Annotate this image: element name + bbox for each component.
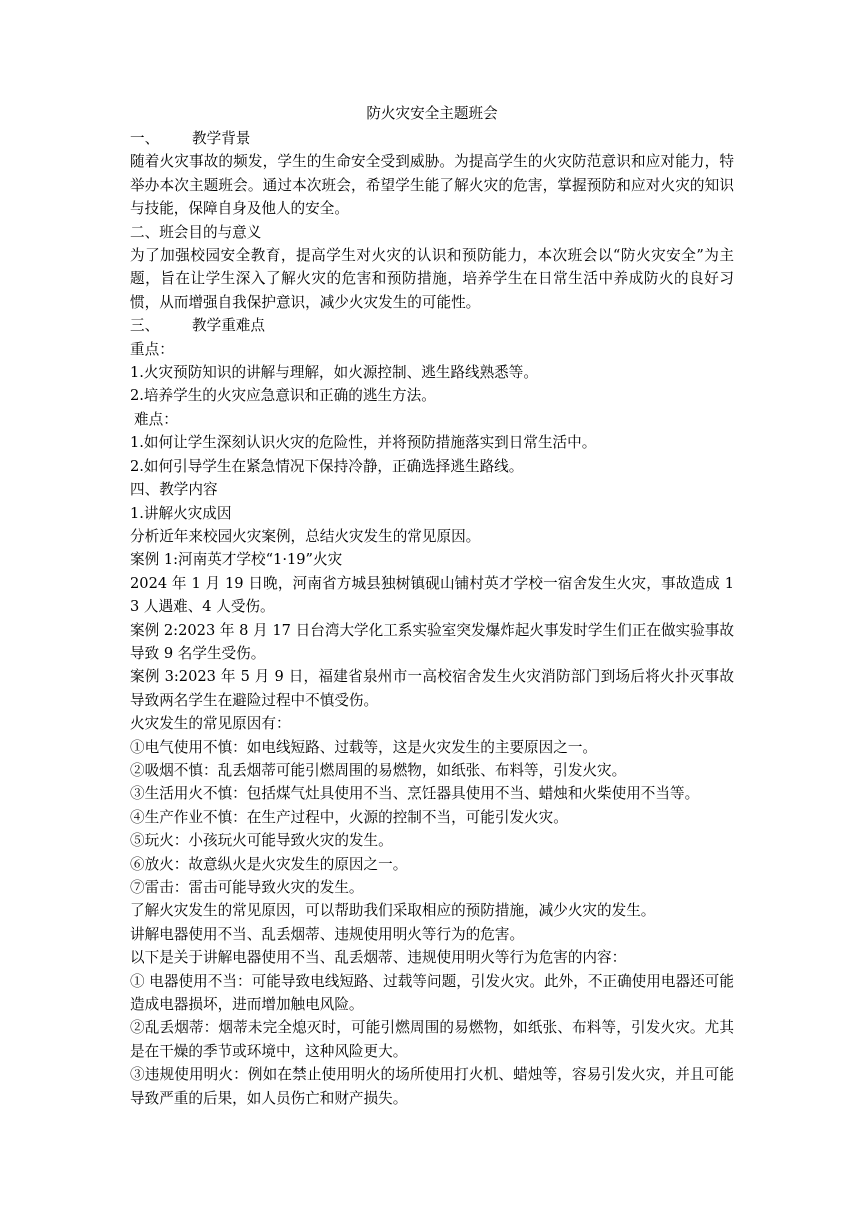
key-point-item: 1.火灾预防知识的讲解与理解，如火源控制、逃生路线熟悉等。: [130, 364, 538, 382]
cause-item: ⑦雷击：雷击可能导致火灾的发生。: [130, 879, 364, 896]
case-title: 案例 1:河南英才学校“1·19”火灾: [130, 551, 343, 569]
page-title: 防火灾安全主题班会: [366, 105, 498, 122]
section-number: 三、: [130, 317, 160, 335]
section-heading-1: [130, 127, 734, 150]
case-body: 2024 年 1 月 19 日晚，河南省方城县独树镇砚山铺村英才学校一宿舍发生火灾，事故造成 13 人遇难、4 人受伤。: [130, 574, 734, 616]
causes-label: 火灾发生的常见原因有：: [130, 715, 291, 733]
subsection-heading: 1.讲解火灾成因: [130, 504, 232, 522]
paragraph: 分析近年来校园火灾案例，总结火灾发生的常见原因。: [130, 527, 481, 545]
cause-item: ⑥放火：故意纵火是火灾发生的原因之一。: [130, 855, 408, 873]
section-heading-2: 二、班会目的与意义: [130, 223, 262, 241]
hazard-item: ③违规使用明火：例如在禁止使用明火的场所使用打火机、蜡烛等，容易引发火灾，并且可能导致严重的后果，如人员伤亡和财产损失。: [130, 1066, 734, 1107]
difficult-point-item: 2.如何引导学生在紧急情况下保持冷静，正确选择逃生路线。: [130, 457, 524, 475]
section-title: 教学重难点: [192, 317, 265, 335]
case-body: 案例 3:2023 年 5 月 9 日，福建省泉州市一高校宿舍发生火灾消防部门到场后将火扑灭事故导致两名学生在避险过程中不慎受伤。: [130, 668, 734, 709]
cause-item: ①电气使用不慎：如电线短路、过载等，这是火灾发生的主要原因之一。: [130, 738, 598, 756]
key-point-item: 2.培养学生的火灾应急意识和正确的逃生方法。: [130, 387, 436, 405]
paragraph-background: 随着火灾事故的频发，学生的生命安全受到威胁。为提高学生的火灾防范意识和应对能力，特举办本次主题班会。通过本次班会，希望学生能了解火灾的危害，掌握预防和应对火灾的知识与技能，保障自身及他人的安全。: [130, 153, 734, 218]
section-number: 一、: [130, 130, 160, 147]
case-body: 案例 2:2023 年 8 月 17 日台湾大学化工系实验室突发爆炸起火事发时学生们正在做实验事故导致 9 名学生受伤。: [130, 621, 734, 662]
hazard-item: ②乱丢烟蒂：烟蒂未完全熄灭时，可能引燃周围的易燃物，如纸张、布料等，引发火灾。尤其是在干燥的季节或环境中，这种风险更大。: [130, 1019, 734, 1060]
cause-item: ④生产作业不慎：在生产过程中，火源的控制不当，可能引发火灾。: [130, 808, 568, 826]
paragraph: 了解火灾发生的常见原因，可以帮助我们采取相应的预防措施，减少火灾的发生。: [130, 902, 656, 920]
key-points-label: 重点：: [130, 340, 174, 358]
section-title: 教学背景: [192, 130, 251, 147]
paragraph-purpose: 为了加强校园安全教育，提高学生对火灾的认识和预防能力，本次班会以“防火灾安全”为主题，旨在让学生深入了解火灾的危害和预防措施，培养学生在日常生活中养成防火的良好习惯，从而增强自我保护意识，减少火灾发生的可能性。: [130, 247, 734, 311]
hazards-label: 以下是关于讲解电器使用不当、乱丢烟蒂、违规使用明火等行为危害的内容：: [130, 949, 627, 967]
hazard-item: ① 电器使用不当：可能导致电线短路、过载等问题，引发火灾。此外，不正确使用电器还可能造成电器损坏，进而增加触电风险。: [130, 972, 734, 1014]
section-heading-4: 四、教学内容: [130, 481, 218, 499]
document-body: [130, 101, 734, 1110]
section-heading-3: [130, 314, 734, 337]
cause-item: ③生活用火不慎：包括煤气灶具使用不当、烹饪器具使用不当、蜡烛和火柴使用不当等。: [130, 785, 700, 803]
cause-item: ⑤玩火：小孩玩火可能导致火灾的发生。: [130, 832, 393, 850]
difficult-points-label: 难点：: [134, 410, 178, 428]
difficult-point-item: 1.如何让学生深刻认识火灾的危险性，并将预防措施落实到日常生活中。: [130, 434, 597, 452]
cause-item: ②吸烟不慎：乱丢烟蒂可能引燃周围的易燃物，如纸张、布料等，引发火灾。: [130, 761, 627, 779]
paragraph: 讲解电器使用不当、乱丢烟蒂、违规使用明火等行为的危害。: [130, 925, 525, 943]
